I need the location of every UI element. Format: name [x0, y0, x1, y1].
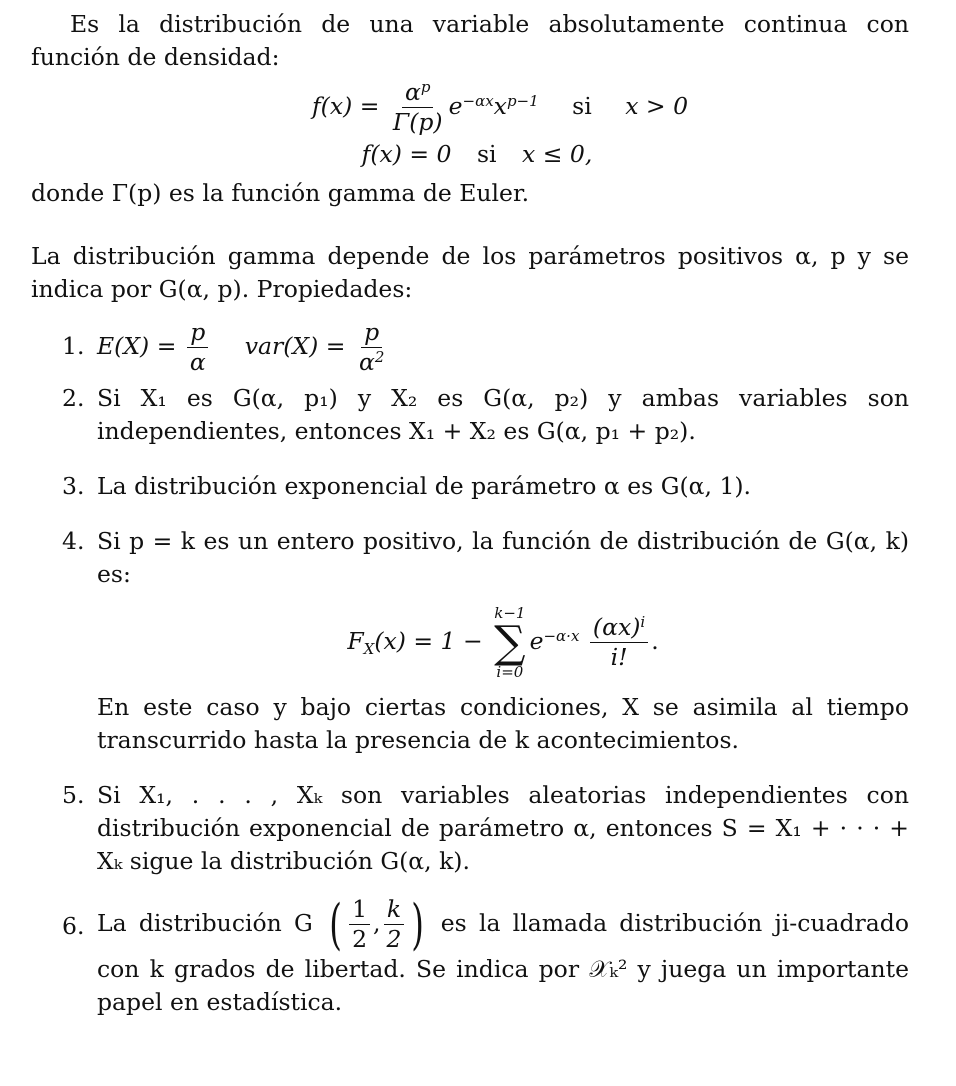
variance-fraction: $\frac{p}{\alpha^2}$ [358, 318, 385, 377]
document-page [31, 8, 909, 1019]
density-positive-line [31, 76, 909, 136]
density-si-zero: si [476, 140, 497, 169]
property-text: Si p = k es un entero positivo, la función de distribución de G(α, k) es: [97, 527, 909, 589]
property-text: Si X₁ es G(α, p₁) y X₂ es G(α, p₂) y ambas variables son independientes, entonces X₁ + X₂ es G(α, p₁ + p₂). [97, 384, 909, 446]
property-text: La distribución G ( $\frac{1}{2}$ , $\frac{k}{2}$ ) es la llamada distribución ji-cuadrado con k grados de libertad. Se indica por 𝒳ₖ² y juega un importante papel en estadística. [97, 892, 909, 1017]
density-fraction-numerator: $\alpha^p$ [402, 79, 433, 108]
density-positive-condition: x > 0 [625, 92, 689, 120]
density-exponential: $e^{-\alpha x}x^{p-1}$ [448, 91, 539, 120]
expectation-fraction: $\frac{p}{\alpha}$ [187, 319, 209, 376]
cdf-fraction: $\frac{(\alpha x)^i}{i!}$ [590, 614, 648, 671]
density-fraction-denominator: Γ(p) [392, 108, 443, 136]
gamma-note: donde Γ(p) es la función gamma de Euler. [31, 179, 530, 208]
cdf-note: En este caso y bajo ciertas condiciones, X se asimila al tiempo transcurrido hasta la presencia de k acontecimientos. [97, 693, 909, 755]
property-item-5 [31, 779, 909, 878]
variance-lhs: var(X) = [244, 332, 346, 361]
chi-fraction-1: $\frac{1}{2}$ [349, 896, 370, 953]
property-number: 6. [62, 912, 85, 941]
intro-paragraph: Es la distribución de una variable absolutamente continua con función de densidad: [31, 10, 909, 71]
properties-list [31, 316, 909, 1019]
property-item-4 [31, 525, 909, 757]
property-text: Si X₁, . . . , Xₖ son variables aleatorias independientes con distribución exponencial de parámetro α, entonces S = X₁ + · · · + Xₖ sigue la distribución G(α, k). [97, 781, 909, 876]
density-zero-line [31, 138, 909, 171]
density-zero-lhs: f(x) = 0 [361, 140, 452, 169]
parameters-paragraph: La distribución gamma depende de los parámetros positivos α, p y se indica por G(α, p). Propiedades: [31, 242, 909, 304]
property-number: 4. [62, 527, 85, 556]
property-item-6 [31, 892, 909, 1019]
property-number: 2. [62, 384, 85, 413]
property-number: 1. [62, 332, 85, 361]
density-fraction [390, 79, 446, 136]
density-zero-condition: x ≤ 0, [522, 140, 593, 169]
density-si-positive: si [572, 92, 592, 120]
property-number: 3. [62, 472, 85, 501]
density-lhs: f(x) = [311, 92, 380, 120]
density-formula [31, 76, 909, 171]
property-text: La distribución exponencial de parámetro α es G(α, 1). [97, 472, 752, 501]
property-item-3 [31, 470, 909, 503]
property-item-2 [31, 382, 909, 448]
summation-symbol: k−1 ∑ i=0 [494, 603, 526, 681]
property-number: 5. [62, 781, 85, 810]
property-item-1 [31, 316, 909, 376]
chi-fraction-2: $\frac{k}{2}$ [384, 896, 405, 953]
cdf-formula: $F_X(x) = 1$ − k−1 ∑ i=0 $e^{-\alpha\cdot x}$ $\frac{(\alpha x)^i}{i!}$ . [347, 603, 659, 681]
expectation-lhs: E(X) = [97, 332, 177, 361]
